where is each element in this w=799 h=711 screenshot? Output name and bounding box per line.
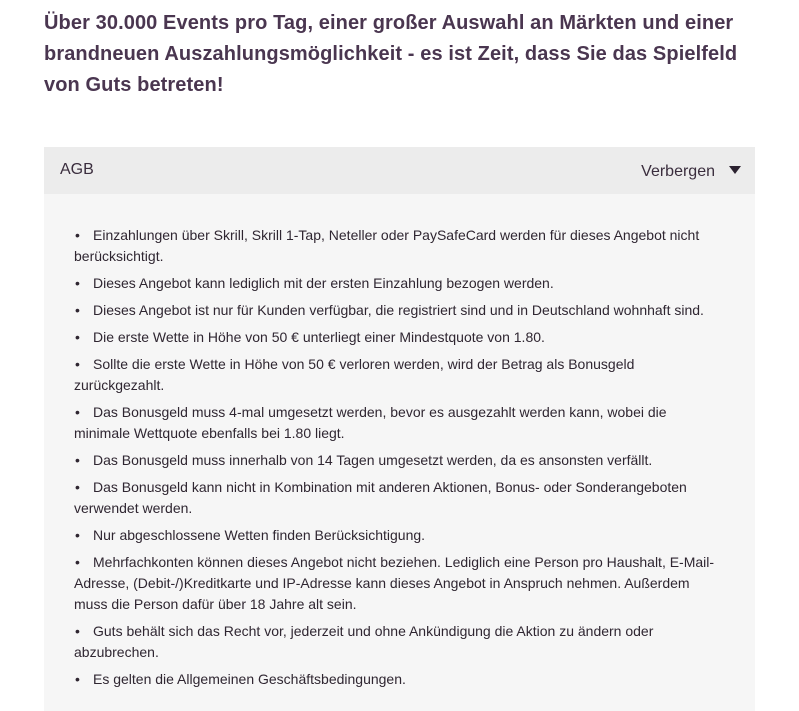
term-text: Es gelten die Allgemeinen Geschäftsbedingungen. — [93, 671, 406, 687]
list-item — [74, 402, 725, 444]
hide-toggle-button[interactable] — [641, 163, 741, 181]
term-text: Das Bonusgeld muss innerhalb von 14 Tagen umgesetzt werden, da es ansonsten verfällt. — [93, 452, 653, 468]
bullet-icon: • — [75, 671, 80, 687]
term-text: Guts behält sich das Recht vor, jederzeit und ohne Ankündigung die Aktion zu ändern oder abzubrechen. — [74, 623, 654, 660]
list-item — [74, 552, 725, 615]
term-text: Sollte die erste Wette in Höhe von 50 € verloren werden, wird der Betrag als Bonusgeld zurückgezahlt. — [74, 356, 635, 393]
list-item — [74, 477, 725, 519]
term-text: Nur abgeschlossene Wetten finden Berücksichtigung. — [93, 527, 426, 543]
list-item — [74, 525, 725, 546]
terms-accordion — [44, 147, 755, 711]
term-text: Mehrfachkonten können dieses Angebot nicht beziehen. Lediglich eine Person pro Haushalt, E-Mail-Adresse, (Debit-/)Kreditkarte und IP-Adresse kann dieses Angebot in Anspruch nehmen. Außerdem muss die Person dafür über 18 Jahre alt sein. — [74, 554, 715, 612]
bullet-icon: • — [75, 404, 80, 420]
term-text: Dieses Angebot kann lediglich mit der ersten Einzahlung bezogen werden. — [93, 275, 554, 291]
terms-list — [44, 194, 755, 690]
list-item — [74, 669, 725, 690]
term-text: Die erste Wette in Höhe von 50 € unterliegt einer Mindestquote von 1.80. — [93, 329, 545, 345]
term-text: Einzahlungen über Skrill, Skrill 1-Tap, Neteller oder PaySafeCard werden für dieses Angebot nicht berücksichtigt. — [74, 227, 700, 264]
list-item — [74, 273, 725, 294]
accordion-title: AGB — [60, 161, 94, 178]
list-item — [74, 225, 725, 267]
bullet-icon: • — [75, 356, 80, 372]
bullet-icon: • — [75, 479, 80, 495]
bullet-icon: • — [75, 227, 80, 243]
bullet-icon: • — [75, 527, 80, 543]
list-item — [74, 327, 725, 348]
bullet-icon: • — [75, 329, 80, 345]
hide-toggle-label: Verbergen — [641, 163, 715, 180]
list-item — [74, 621, 725, 663]
bullet-icon: • — [75, 275, 80, 291]
term-text: Das Bonusgeld kann nicht in Kombination mit anderen Aktionen, Bonus- oder Sonderangeboten verwendet werden. — [74, 479, 687, 516]
intro-text: Über 30.000 Events pro Tag, einer großer Auswahl an Märkten und einer brandneuen Auszahlungsmöglichkeit - es ist Zeit, dass Sie das Spielfeld von Guts betreten! — [44, 12, 738, 96]
accordion-header[interactable] — [44, 147, 755, 194]
bullet-icon: • — [75, 452, 80, 468]
caret-down-icon — [729, 166, 741, 174]
bullet-icon: • — [75, 302, 80, 318]
list-item — [74, 450, 725, 471]
term-text: Das Bonusgeld muss 4-mal umgesetzt werden, bevor es ausgezahlt werden kann, wobei die minimale Wettquote ebenfalls bei 1.80 liegt. — [74, 404, 667, 441]
list-item — [74, 300, 725, 321]
bullet-icon: • — [75, 554, 80, 570]
term-text: Dieses Angebot ist nur für Kunden verfügbar, die registriert sind und in Deutschland wohnhaft sind. — [93, 302, 704, 318]
list-item — [74, 354, 725, 396]
bullet-icon: • — [75, 623, 80, 639]
